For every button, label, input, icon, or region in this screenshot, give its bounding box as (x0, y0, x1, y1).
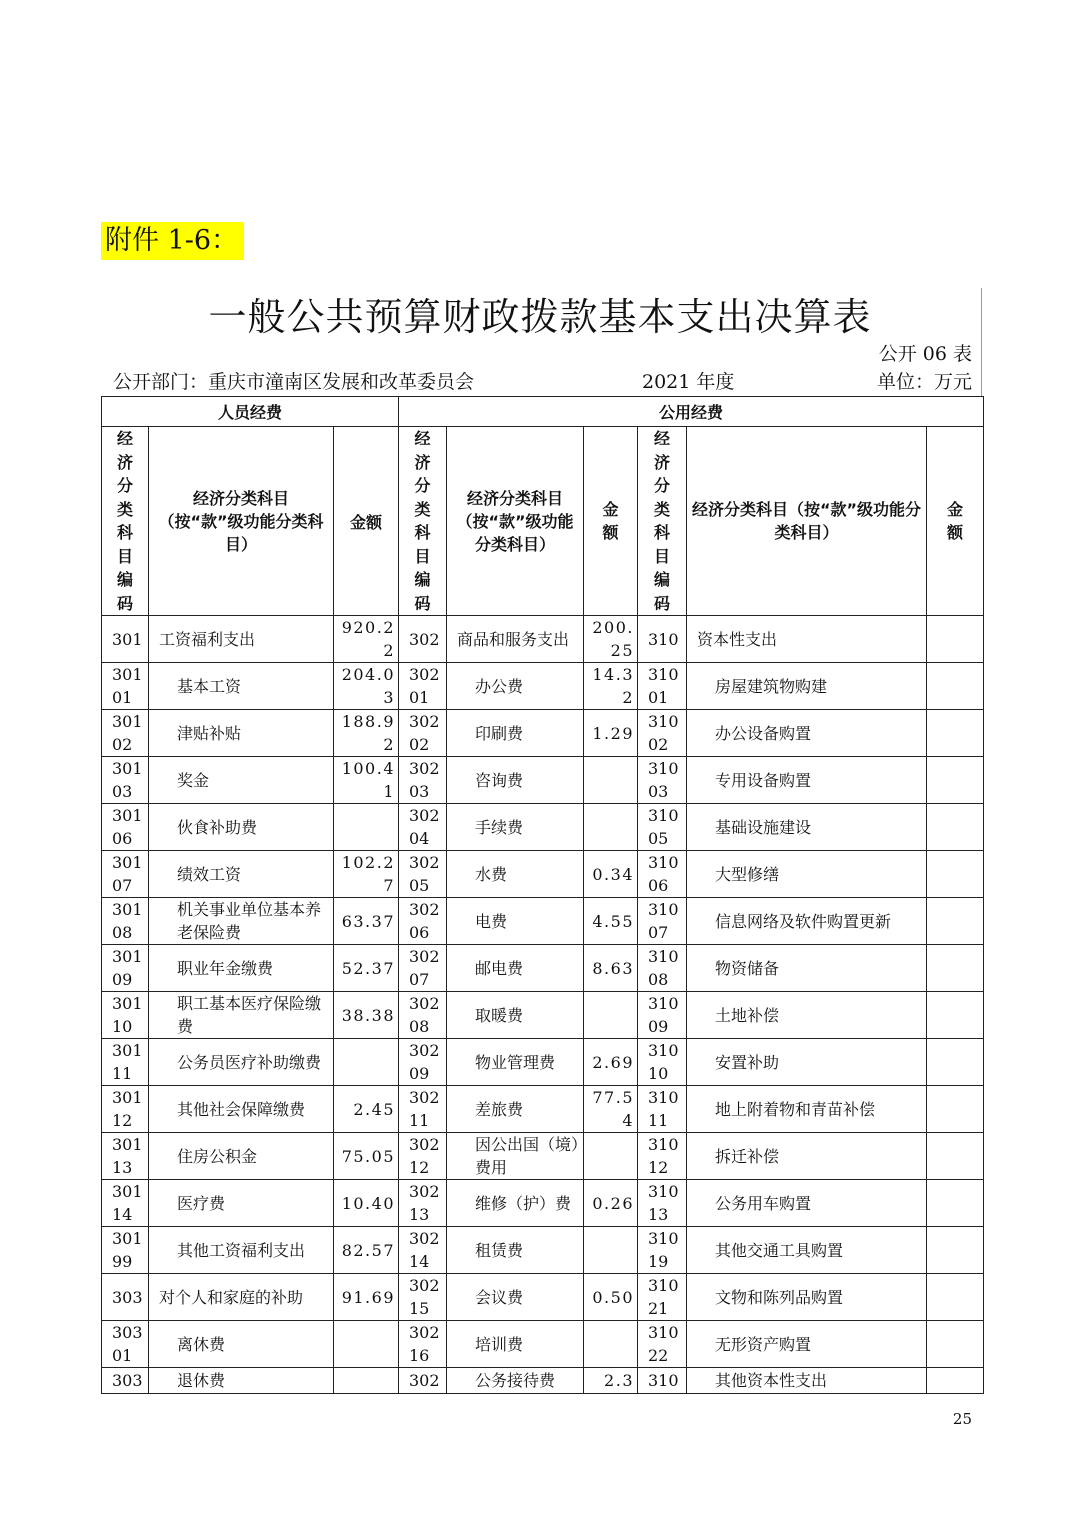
c-code-cell: 310 (638, 616, 687, 663)
header-code-goods: 经济分类科目编码 (399, 427, 447, 616)
header-name-capital: 经济分类科目（按“款”级功能分类科目） (687, 427, 927, 616)
g-code-cell: 30215 (399, 1274, 447, 1321)
table-row (102, 851, 984, 898)
g-name-cell: 公务接待费 (447, 1368, 584, 1394)
g-amount-cell (584, 1321, 638, 1368)
c-name-cell: 大型修缮 (687, 851, 927, 898)
p-name-cell: 职业年金缴费 (149, 945, 334, 992)
g-code-cell: 30209 (399, 1039, 447, 1086)
g-amount-cell: 2.3 (584, 1368, 638, 1394)
g-code-cell: 30201 (399, 663, 447, 710)
c-name-cell: 专用设备购置 (687, 757, 927, 804)
c-amount-cell (927, 1274, 984, 1321)
c-name-cell: 基础设施建设 (687, 804, 927, 851)
unit-label: 单位：万元 (876, 371, 972, 393)
c-name-cell: 文物和陈列品购置 (687, 1274, 927, 1321)
c-code-cell: 31010 (638, 1039, 687, 1086)
p-code-cell: 30112 (102, 1086, 149, 1133)
c-name-cell: 地上附着物和青苗补偿 (687, 1086, 927, 1133)
g-amount-cell: 77.54 (584, 1086, 638, 1133)
header-name-goods: 经济分类科目（按“款”级功能分类科目） (447, 427, 584, 616)
p-code-cell: 30102 (102, 710, 149, 757)
p-name-cell: 奖金 (149, 757, 334, 804)
p-name-cell: 伙食补助费 (149, 804, 334, 851)
c-amount-cell (927, 1086, 984, 1133)
g-code-cell: 302 (399, 1368, 447, 1394)
p-code-cell: 30103 (102, 757, 149, 804)
p-name-cell: 基本工资 (149, 663, 334, 710)
g-amount-cell (584, 1133, 638, 1180)
p-amount-cell: 920.22 (334, 616, 399, 663)
table-row (102, 992, 984, 1039)
g-amount-cell: 0.34 (584, 851, 638, 898)
g-name-cell: 取暖费 (447, 992, 584, 1039)
p-code-cell: 30107 (102, 851, 149, 898)
p-name-cell: 住房公积金 (149, 1133, 334, 1180)
p-amount-cell (334, 1368, 399, 1394)
c-code-cell: 31007 (638, 898, 687, 945)
g-name-cell: 邮电费 (447, 945, 584, 992)
p-code-cell: 301 (102, 616, 149, 663)
p-code-cell: 30113 (102, 1133, 149, 1180)
g-code-cell: 30203 (399, 757, 447, 804)
g-amount-cell (584, 1227, 638, 1274)
g-amount-cell: 0.26 (584, 1180, 638, 1227)
g-amount-cell (584, 992, 638, 1039)
p-code-cell: 30301 (102, 1321, 149, 1368)
c-name-cell: 信息网络及软件购置更新 (687, 898, 927, 945)
table-row (102, 616, 984, 663)
table-row (102, 757, 984, 804)
g-code-cell: 30214 (399, 1227, 447, 1274)
p-amount-cell: 52.37 (334, 945, 399, 992)
p-amount-cell: 188.92 (334, 710, 399, 757)
table-row (102, 898, 984, 945)
table-row (102, 1227, 984, 1274)
g-amount-cell: 1.29 (584, 710, 638, 757)
p-name-cell: 其他工资福利支出 (149, 1227, 334, 1274)
g-code-cell: 30212 (399, 1133, 447, 1180)
c-amount-cell (927, 1368, 984, 1394)
p-name-cell: 职工基本医疗保险缴费 (149, 992, 334, 1039)
page-number: 25 (952, 1410, 972, 1428)
g-name-cell: 差旅费 (447, 1086, 584, 1133)
c-amount-cell (927, 804, 984, 851)
p-name-cell: 离休费 (149, 1321, 334, 1368)
g-name-cell: 电费 (447, 898, 584, 945)
g-amount-cell: 0.50 (584, 1274, 638, 1321)
c-amount-cell (927, 898, 984, 945)
group-personnel: 人员经费 (102, 397, 399, 427)
g-name-cell: 印刷费 (447, 710, 584, 757)
g-code-cell: 30202 (399, 710, 447, 757)
c-name-cell: 物资储备 (687, 945, 927, 992)
g-name-cell: 商品和服务支出 (447, 616, 584, 663)
c-code-cell: 31009 (638, 992, 687, 1039)
g-code-cell: 30211 (399, 1086, 447, 1133)
g-amount-cell: 2.69 (584, 1039, 638, 1086)
table-row (102, 804, 984, 851)
c-code-cell: 31012 (638, 1133, 687, 1180)
p-name-cell: 津贴补贴 (149, 710, 334, 757)
table-row (102, 710, 984, 757)
group-public: 公用经费 (399, 397, 984, 427)
p-amount-cell: 63.37 (334, 898, 399, 945)
c-amount-cell (927, 992, 984, 1039)
c-name-cell: 房屋建筑物购建 (687, 663, 927, 710)
attachment-label: 附件 1-6： (101, 222, 244, 260)
table-row (102, 1180, 984, 1227)
g-code-cell: 302 (399, 616, 447, 663)
g-code-cell: 30213 (399, 1180, 447, 1227)
c-amount-cell (927, 757, 984, 804)
p-amount-cell: 75.05 (334, 1133, 399, 1180)
g-name-cell: 培训费 (447, 1321, 584, 1368)
c-amount-cell (927, 945, 984, 992)
g-name-cell: 水费 (447, 851, 584, 898)
c-code-cell: 31022 (638, 1321, 687, 1368)
c-amount-cell (927, 851, 984, 898)
g-name-cell: 手续费 (447, 804, 584, 851)
c-amount-cell (927, 1180, 984, 1227)
c-code-cell: 31001 (638, 663, 687, 710)
c-code-cell: 31003 (638, 757, 687, 804)
table-row (102, 1321, 984, 1368)
p-code-cell: 303 (102, 1274, 149, 1321)
p-code-cell: 30110 (102, 992, 149, 1039)
c-code-cell: 31006 (638, 851, 687, 898)
c-code-cell: 31008 (638, 945, 687, 992)
g-amount-cell (584, 757, 638, 804)
header-code-personnel: 经济分类科目编码 (102, 427, 149, 616)
p-code-cell: 30109 (102, 945, 149, 992)
p-amount-cell: 2.45 (334, 1086, 399, 1133)
p-amount-cell: 100.41 (334, 757, 399, 804)
p-name-cell: 绩效工资 (149, 851, 334, 898)
fiscal-year: 2021 年度 (642, 371, 735, 393)
table-row (102, 1368, 984, 1394)
p-name-cell: 其他社会保障缴费 (149, 1086, 334, 1133)
c-amount-cell (927, 1133, 984, 1180)
p-name-cell: 公务员医疗补助缴费 (149, 1039, 334, 1086)
table-number: 公开 06 表 (878, 343, 972, 365)
c-code-cell: 310 (638, 1368, 687, 1394)
c-code-cell: 31005 (638, 804, 687, 851)
p-name-cell: 工资福利支出 (149, 616, 334, 663)
c-code-cell: 31002 (638, 710, 687, 757)
header-amount-goods: 金额 (584, 427, 638, 616)
header-name-personnel: 经济分类科目（按“款”级功能分类科目） (149, 427, 334, 616)
g-code-cell: 30204 (399, 804, 447, 851)
p-name-cell: 医疗费 (149, 1180, 334, 1227)
c-amount-cell (927, 1227, 984, 1274)
p-name-cell: 机关事业单位基本养老保险费 (149, 898, 334, 945)
expenditure-table (101, 396, 984, 1394)
g-name-cell: 咨询费 (447, 757, 584, 804)
p-code-cell: 303 (102, 1368, 149, 1394)
table-row (102, 1086, 984, 1133)
c-name-cell: 公务用车购置 (687, 1180, 927, 1227)
p-code-cell: 30101 (102, 663, 149, 710)
c-name-cell: 拆迁补偿 (687, 1133, 927, 1180)
g-name-cell: 会议费 (447, 1274, 584, 1321)
p-amount-cell: 91.69 (334, 1274, 399, 1321)
p-code-cell: 30114 (102, 1180, 149, 1227)
p-amount-cell: 10.40 (334, 1180, 399, 1227)
c-name-cell: 其他交通工具购置 (687, 1227, 927, 1274)
table-row (102, 1039, 984, 1086)
c-amount-cell (927, 1321, 984, 1368)
p-amount-cell: 82.57 (334, 1227, 399, 1274)
g-name-cell: 办公费 (447, 663, 584, 710)
p-amount-cell: 102.27 (334, 851, 399, 898)
g-code-cell: 30205 (399, 851, 447, 898)
g-name-cell: 租赁费 (447, 1227, 584, 1274)
p-code-cell: 30108 (102, 898, 149, 945)
page-title: 一般公共预算财政拨款基本支出决算表 (208, 295, 872, 339)
c-amount-cell (927, 1039, 984, 1086)
p-amount-cell (334, 804, 399, 851)
g-code-cell: 30208 (399, 992, 447, 1039)
g-amount-cell: 8.63 (584, 945, 638, 992)
p-code-cell: 30106 (102, 804, 149, 851)
p-code-cell: 30199 (102, 1227, 149, 1274)
g-name-cell: 物业管理费 (447, 1039, 584, 1086)
g-amount-cell: 200.25 (584, 616, 638, 663)
g-code-cell: 30207 (399, 945, 447, 992)
table-row (102, 663, 984, 710)
table-row (102, 1274, 984, 1321)
table-row (102, 1133, 984, 1180)
g-amount-cell (584, 804, 638, 851)
g-amount-cell: 14.32 (584, 663, 638, 710)
header-amount-capital: 金额 (927, 427, 984, 616)
p-code-cell: 30111 (102, 1039, 149, 1086)
g-amount-cell: 4.55 (584, 898, 638, 945)
g-code-cell: 30206 (399, 898, 447, 945)
c-name-cell: 土地补偿 (687, 992, 927, 1039)
c-amount-cell (927, 663, 984, 710)
margin-line (981, 288, 982, 396)
p-amount-cell: 38.38 (334, 992, 399, 1039)
g-code-cell: 30216 (399, 1321, 447, 1368)
c-amount-cell (927, 616, 984, 663)
c-name-cell: 安置补助 (687, 1039, 927, 1086)
c-code-cell: 31013 (638, 1180, 687, 1227)
g-name-cell: 因公出国（境）费用 (447, 1133, 584, 1180)
c-code-cell: 31011 (638, 1086, 687, 1133)
c-name-cell: 资本性支出 (687, 616, 927, 663)
c-code-cell: 31021 (638, 1274, 687, 1321)
g-name-cell: 维修（护）费 (447, 1180, 584, 1227)
c-amount-cell (927, 710, 984, 757)
c-name-cell: 其他资本性支出 (687, 1368, 927, 1394)
c-name-cell: 无形资产购置 (687, 1321, 927, 1368)
p-name-cell: 对个人和家庭的补助 (149, 1274, 334, 1321)
p-name-cell: 退休费 (149, 1368, 334, 1394)
p-amount-cell: 204.03 (334, 663, 399, 710)
table-row (102, 945, 984, 992)
p-amount-cell (334, 1039, 399, 1086)
header-code-capital: 经济分类科目编码 (638, 427, 687, 616)
department: 公开部门：重庆市潼南区发展和改革委员会 (113, 371, 475, 393)
p-amount-cell (334, 1321, 399, 1368)
c-name-cell: 办公设备购置 (687, 710, 927, 757)
header-amount-personnel: 金额 (334, 427, 399, 616)
c-code-cell: 31019 (638, 1227, 687, 1274)
